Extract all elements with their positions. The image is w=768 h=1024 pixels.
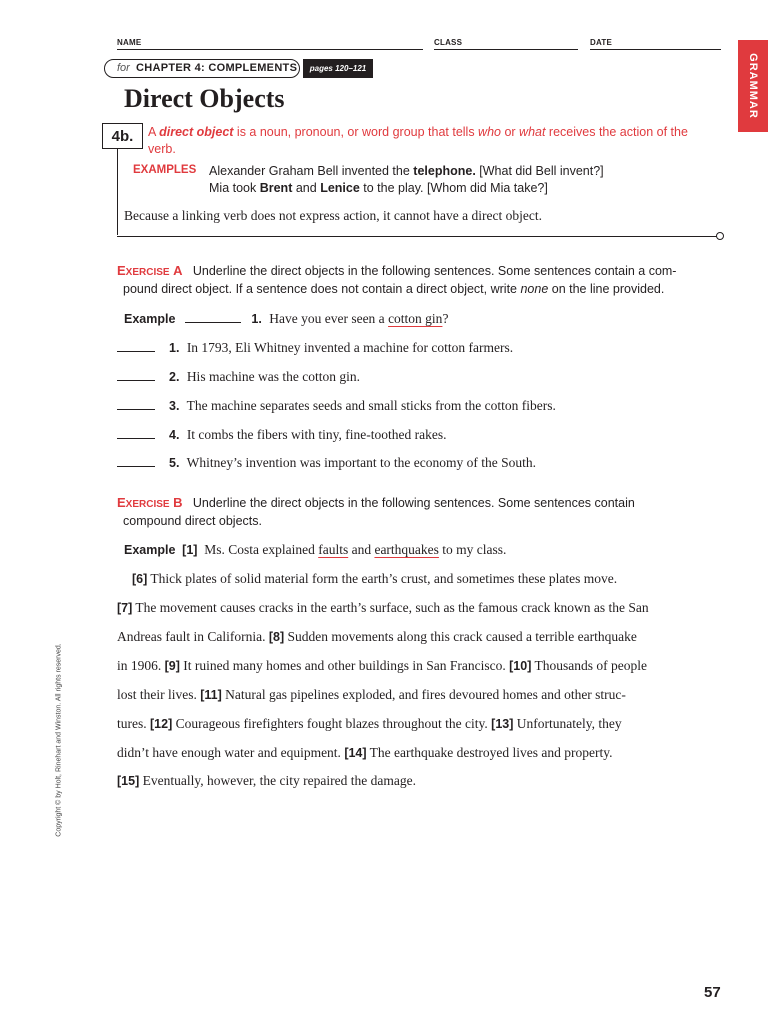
exercise-b-label-rest: XERCISE <box>125 499 170 510</box>
for-label: for <box>117 62 130 74</box>
rule-who: who <box>478 125 501 139</box>
sentence-number: [9] <box>164 659 180 673</box>
sentence-text: Unfortunately, they <box>513 716 622 731</box>
copyright-notice: Copyright © by Holt, Rinehart and Winston. All rights reserved. <box>55 643 63 837</box>
exercise-b-instructions <box>117 494 707 530</box>
answer-blank-2[interactable] <box>117 379 155 381</box>
exercise-b-label <box>117 496 182 510</box>
sentence-number: [12] <box>150 717 173 731</box>
sentence-text: Andreas fault in California. <box>117 629 269 644</box>
sentence-text: Thousands of people <box>531 658 647 673</box>
examples-label: EXAMPLES <box>133 164 197 176</box>
sentence-text: Natural gas pipelines exploded, and fires devoured homes and other struc- <box>221 687 626 702</box>
rule-text-a: A <box>148 125 160 139</box>
example-number: 1. <box>251 312 262 326</box>
example-label: Example <box>124 312 176 326</box>
example-answer-line <box>185 321 241 323</box>
paragraph-line-4 <box>117 658 647 674</box>
exercise-a-label <box>117 264 182 278</box>
example-answer-2: earthquakes <box>374 542 439 557</box>
sentence-number: [11] <box>200 688 222 702</box>
item-number: 1. <box>169 341 180 355</box>
class-label: CLASS <box>434 38 463 47</box>
paragraph-line-2 <box>117 600 649 616</box>
exercise-a-none: none <box>520 282 549 296</box>
exercise-a-item-2 <box>117 369 360 385</box>
sentence-text: tures. <box>117 716 150 731</box>
page-number: 57 <box>704 984 721 1001</box>
chapter-banner <box>104 59 300 78</box>
example-text-c: to my class. <box>438 542 507 557</box>
answer-blank-1[interactable] <box>117 350 155 352</box>
example-line-2 <box>209 180 548 197</box>
example1-bold: telephone. <box>413 164 476 178</box>
paragraph-line-6 <box>117 716 622 732</box>
date-label: DATE <box>590 38 612 47</box>
name-line[interactable] <box>117 49 423 50</box>
example-line-1 <box>209 163 604 180</box>
example-text-b: and <box>348 542 375 557</box>
example2-bold-2: Lenice <box>320 181 360 195</box>
answer-blank-5[interactable] <box>117 465 155 467</box>
exercise-a-item-5 <box>117 455 536 471</box>
exercise-a-label-rest: XERCISE <box>125 267 170 278</box>
example-label: Example <box>124 543 176 557</box>
exercise-a-instructions <box>117 262 707 298</box>
rule-definition <box>148 124 708 158</box>
item-text: Whitney’s invention was important to the economy of the South. <box>186 455 537 470</box>
pages-reference: pages 120–121 <box>303 59 373 78</box>
sentence-text: Thick plates of solid material form the earth’s crust, and sometimes these plates move. <box>147 571 618 586</box>
rule-what: what <box>519 125 546 139</box>
sentence-number: [14] <box>344 746 367 760</box>
exercise-a-text-a: Underline the direct objects in the following sentences. Some sentences contain a com- <box>192 264 677 278</box>
item-text: In 1793, Eli Whitney invented a machine for cotton farmers. <box>186 340 514 355</box>
item-number: 5. <box>169 456 180 470</box>
item-number: 3. <box>169 399 180 413</box>
side-tab-label: GRAMMAR <box>747 53 759 119</box>
exercise-a-item-4 <box>117 427 447 443</box>
rule-text-c: or <box>500 125 520 139</box>
grammar-side-tab <box>738 40 768 132</box>
exercise-b-example <box>124 542 506 558</box>
rule-box-bottom-border <box>117 236 717 237</box>
answer-blank-3[interactable] <box>117 408 155 410</box>
example-text-a: Have you ever seen a <box>269 311 389 326</box>
sentence-number: [15] <box>117 774 140 788</box>
item-text: His machine was the cotton gin. <box>186 369 361 384</box>
page-title: Direct Objects <box>124 84 285 113</box>
example2-text-b: and <box>292 181 321 195</box>
example-underlined-answer: cotton gin <box>388 311 443 326</box>
sentence-text: Sudden movements along this crack caused a terrible earthquake <box>284 629 637 644</box>
exercise-a-label-e: E <box>117 263 126 278</box>
sentence-text: The earthquake destroyed lives and property. <box>366 745 613 760</box>
paragraph-line-8 <box>117 773 416 789</box>
rule-term: direct object <box>159 125 234 139</box>
example-text-b: ? <box>442 311 449 326</box>
item-text: The machine separates seeds and small sticks from the cotton fibers. <box>186 398 556 413</box>
exercise-a-text-b: pound direct object. If a sentence does not contain a direct object, write <box>123 282 521 296</box>
sentence-text: didn’t have enough water and equipment. <box>117 745 345 760</box>
paragraph-line-1 <box>132 571 617 587</box>
item-number: 4. <box>169 428 180 442</box>
exercise-a-label-letter: A <box>173 263 183 278</box>
example2-text-c: to the play. [Whom did Mia take?] <box>359 181 548 195</box>
sentence-number: [13] <box>491 717 514 731</box>
rule-text-b: is a noun, pronoun, or word group that tells <box>233 125 479 139</box>
example1-text-b: [What did Bell invent?] <box>475 164 604 178</box>
example2-bold-1: Brent <box>259 181 293 195</box>
exercise-b-label-e: E <box>117 495 126 510</box>
rule-box-left-border <box>117 149 118 235</box>
answer-blank-4[interactable] <box>117 437 155 439</box>
exercise-a-item-1 <box>117 340 513 356</box>
rule-line-end-circle <box>716 232 724 240</box>
rule-text-d: receives the action of the verb. <box>148 125 688 156</box>
date-line[interactable] <box>590 49 721 50</box>
sentence-number: [10] <box>509 659 532 673</box>
example1-text-a: Alexander Graham Bell invented the <box>209 164 414 178</box>
paragraph-line-5 <box>117 687 626 703</box>
sentence-text: Courageous firefighters fought blazes throughout the city. <box>172 716 492 731</box>
exercise-b-label-letter: B <box>173 495 183 510</box>
sentence-number: [8] <box>268 630 285 644</box>
paragraph-line-7 <box>117 745 612 761</box>
rule-number: 4b. <box>102 123 143 149</box>
example-answer-1: faults <box>318 542 349 557</box>
exercise-b-text-a: Underline the direct objects in the following sentences. Some sentences contain <box>192 496 635 510</box>
class-line[interactable] <box>434 49 578 50</box>
sentence-text: lost their lives. <box>117 687 201 702</box>
chapter-title: CHAPTER 4: COMPLEMENTS <box>136 62 298 74</box>
sentence-text: It ruined many homes and other buildings in San Francisco. <box>179 658 510 673</box>
item-number: 2. <box>169 370 180 384</box>
exercise-a-example <box>124 311 448 327</box>
example-text-a: Ms. Costa explained <box>204 542 319 557</box>
exercise-a-item-3 <box>117 398 556 414</box>
example2-text-a: Mia took <box>209 181 260 195</box>
exercise-a-text-c: on the line provided. <box>548 282 665 296</box>
name-label: NAME <box>117 38 142 47</box>
sentence-number: [7] <box>117 601 133 615</box>
sentence-text: in 1906. <box>117 658 165 673</box>
exercise-b-text-b: compound direct objects. <box>123 514 262 528</box>
item-text: It combs the fibers with tiny, fine-toothed rakes. <box>186 427 447 442</box>
linking-verb-note: Because a linking verb does not express action, it cannot have a direct object. <box>124 208 542 223</box>
example-number: [1] <box>182 543 198 557</box>
sentence-text: Eventually, however, the city repaired the damage. <box>139 773 416 788</box>
sentence-text: The movement causes cracks in the earth’s surface, such as the famous crack known as the San <box>132 600 649 615</box>
paragraph-line-3 <box>117 629 637 645</box>
sentence-number: [6] <box>132 572 148 586</box>
